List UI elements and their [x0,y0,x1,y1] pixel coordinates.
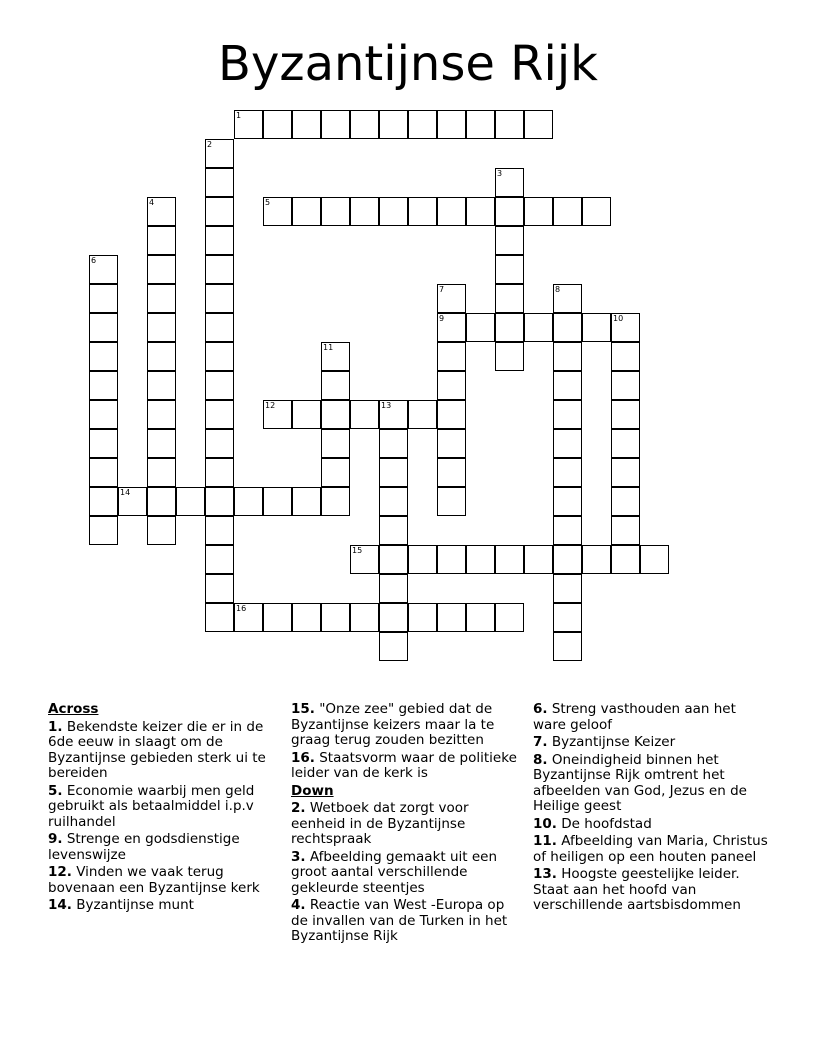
clue-number: 15 [352,546,363,555]
grid-cell[interactable] [495,110,524,139]
grid-cell[interactable] [553,342,582,371]
grid-cell[interactable] [611,545,640,574]
grid-cell[interactable] [292,197,321,226]
clue-across-16: 16. Staatsvorm waar de politieke leider van de kerk is [291,749,517,781]
grid-cell[interactable] [118,487,147,516]
clue-down-8: 8. Oneindigheid binnen het Byzantijnse Rijk omtrent het afbeelden van God, Jezus en de Heilige geest [533,751,747,814]
grid-cell[interactable] [553,371,582,400]
grid-cell[interactable] [466,313,495,342]
down-heading: Down [291,782,334,799]
grid-cell[interactable] [466,197,495,226]
grid-cell[interactable] [379,545,408,574]
grid-cell[interactable] [553,313,582,342]
grid-cell[interactable] [350,545,379,574]
grid-cell[interactable] [147,197,176,226]
page-title: Byzantijnse Rijk [218,36,598,92]
grid-cell[interactable] [89,458,118,487]
clue-down-2: 2. Wetboek dat zorgt voor eenheid in de Byzantijnse rechtspraak [291,800,469,847]
grid-cell[interactable] [640,545,669,574]
grid-cell[interactable] [437,371,466,400]
grid-cell[interactable] [321,458,350,487]
grid-cell[interactable] [350,603,379,632]
grid-cell[interactable] [437,429,466,458]
grid-cell[interactable] [379,110,408,139]
grid-cell[interactable] [524,545,553,574]
grid-cell[interactable] [611,400,640,429]
grid-cell[interactable] [437,313,466,342]
grid-cell[interactable] [379,458,408,487]
grid-cell[interactable] [205,545,234,574]
grid-cell[interactable] [205,342,234,371]
grid-cell[interactable] [234,110,263,139]
grid-cell[interactable] [524,313,553,342]
grid-cell[interactable] [205,603,234,632]
grid-cell[interactable] [205,400,234,429]
grid-cell[interactable] [379,487,408,516]
grid-cell[interactable] [582,313,611,342]
clue-number: 14 [120,488,131,497]
grid-cell[interactable] [408,545,437,574]
grid-cell[interactable] [89,429,118,458]
clue-down-7: 7. Byzantijnse Keizer [533,734,676,750]
clue-number: 13 [381,401,392,410]
grid-cell[interactable] [553,487,582,516]
grid-cell[interactable] [611,342,640,371]
grid-cell[interactable] [437,342,466,371]
grid-cell[interactable] [321,400,350,429]
grid-cell[interactable] [611,429,640,458]
grid-cell[interactable] [611,371,640,400]
grid-cell[interactable] [89,313,118,342]
grid-cell[interactable] [553,516,582,545]
grid-cell[interactable] [89,516,118,545]
grid-cell[interactable] [611,516,640,545]
grid-cell[interactable] [408,110,437,139]
clue-down-11: 11. Afbeelding van Maria, Christus of heiligen op een houten paneel [533,833,768,865]
grid-cell[interactable] [379,574,408,603]
grid-cell[interactable] [147,516,176,545]
grid-cell[interactable] [147,487,176,516]
clue-across-14: 14. Byzantijnse munt [48,897,194,913]
grid-cell[interactable] [553,284,582,313]
grid-cell[interactable] [350,400,379,429]
clue-number: 8 [555,285,561,294]
grid-cell[interactable] [321,371,350,400]
grid-cell[interactable] [524,197,553,226]
grid-cell[interactable] [553,545,582,574]
grid-cell[interactable] [147,342,176,371]
grid-cell[interactable] [611,458,640,487]
clue-number: 4 [149,198,155,207]
grid-cell[interactable] [205,255,234,284]
grid-cell[interactable] [495,545,524,574]
clue-number: 10 [613,314,624,323]
grid-cell[interactable] [437,197,466,226]
clue-number: 6 [91,256,97,265]
grid-cell[interactable] [205,574,234,603]
grid-cell[interactable] [321,603,350,632]
grid-cell[interactable] [147,284,176,313]
grid-cell[interactable] [466,110,495,139]
grid-cell[interactable] [379,429,408,458]
grid-cell[interactable] [408,603,437,632]
grid-cell[interactable] [408,400,437,429]
clue-down-13: 13. Hoogste geestelijke leider. Staat aan het hoofd van verschillende aartsbisdommen [533,866,741,913]
clue-across-15: 15. "Onze zee" gebied dat de Byzantijnse keizers maar la te graag terug zouden bezitten [291,701,495,748]
grid-cell[interactable] [205,429,234,458]
grid-cell[interactable] [292,110,321,139]
clue-number: 16 [236,604,247,613]
grid-cell[interactable] [321,487,350,516]
across-heading: Across [48,701,99,717]
grid-cell[interactable] [437,400,466,429]
grid-cell[interactable] [379,632,408,661]
clue-number: 11 [323,343,334,352]
grid-cell[interactable] [437,487,466,516]
grid-cell[interactable] [292,603,321,632]
clue-number: 5 [265,198,271,207]
grid-cell[interactable] [321,197,350,226]
clue-number: 12 [265,401,276,410]
clue-number: 9 [439,314,445,323]
grid-cell[interactable] [553,603,582,632]
grid-cell[interactable] [205,371,234,400]
clue-number: 3 [497,169,503,178]
grid-cell[interactable] [553,429,582,458]
grid-cell[interactable] [379,603,408,632]
grid-cell[interactable] [234,487,263,516]
grid-cell[interactable] [147,226,176,255]
clue-down-4: 4. Reactie van West -Europa op de invallen van de Turken in het Byzantijnse Rijk [291,897,508,944]
grid-cell[interactable] [350,197,379,226]
grid-cell[interactable] [379,197,408,226]
grid-cell[interactable] [321,429,350,458]
grid-cell[interactable] [292,487,321,516]
grid-cell[interactable] [147,255,176,284]
clue-across-9: 9. Strenge en godsdienstige levenswijze [48,831,240,863]
grid-cell[interactable] [89,371,118,400]
clue-number: 1 [236,111,242,120]
grid-cell[interactable] [89,342,118,371]
clue-across-5: 5. Economie waarbij men geld gebruikt als betaalmiddel i.p.v ruilhandel [48,782,255,830]
grid-cell[interactable] [205,284,234,313]
grid-cell[interactable] [379,516,408,545]
grid-cell[interactable] [234,603,263,632]
grid-cell[interactable] [205,458,234,487]
grid-cell[interactable] [292,400,321,429]
grid-cell[interactable] [263,197,292,226]
grid-cell[interactable] [437,545,466,574]
grid-cell[interactable] [147,458,176,487]
clues-column-1 [48,702,276,916]
grid-cell[interactable] [582,197,611,226]
clue-down-10: 10. De hoofdstad [533,815,652,832]
grid-cell[interactable] [147,400,176,429]
grid-cell[interactable] [582,545,611,574]
grid-cell[interactable] [553,400,582,429]
grid-cell[interactable] [321,110,350,139]
grid-cell[interactable] [495,168,524,197]
grid-cell[interactable] [147,313,176,342]
grid-cell[interactable] [89,284,118,313]
grid-cell[interactable] [263,487,292,516]
grid-cell[interactable] [379,400,408,429]
grid-cell[interactable] [147,371,176,400]
grid-cell[interactable] [205,313,234,342]
clues-column-2 [291,702,521,947]
clue-down-6: 6. Streng vasthouden aan het ware geloof [533,701,736,733]
grid-cell[interactable] [408,197,437,226]
clue-number: 2 [207,140,213,149]
grid-cell[interactable] [437,458,466,487]
grid-cell[interactable] [437,284,466,313]
grid-cell[interactable] [263,110,292,139]
grid-cell[interactable] [611,487,640,516]
grid-cell[interactable] [263,400,292,429]
grid-cell[interactable] [553,574,582,603]
grid-cell[interactable] [89,487,118,516]
grid-cell[interactable] [495,342,524,371]
grid-cell[interactable] [205,197,234,226]
grid-cell[interactable] [205,168,234,197]
clue-across-12: 12. Vinden we vaak terug bovenaan een Byzantijnse kerk [48,864,260,896]
clue-down-3: 3. Afbeelding gemaakt uit een groot aantal verschillende gekleurde steentjes [291,848,498,896]
grid-cell[interactable] [89,255,118,284]
clue-across-1: 1. Bekendste keizer die er in de 6de eeuw in slaagt om de Byzantijnse gebieden sterk ui te bereiden [48,718,266,781]
clue-number: 7 [439,285,445,294]
grid-cell[interactable] [205,139,234,168]
grid-cell[interactable] [495,603,524,632]
grid-cell[interactable] [495,313,524,342]
grid-cell[interactable] [205,226,234,255]
grid-cell[interactable] [205,516,234,545]
grid-cell[interactable] [495,226,524,255]
grid-cell[interactable] [466,545,495,574]
grid-cell[interactable] [147,429,176,458]
grid-cell[interactable] [437,603,466,632]
grid-cell[interactable] [263,603,292,632]
grid-cell[interactable] [553,197,582,226]
grid-cell[interactable] [495,284,524,313]
grid-cell[interactable] [350,110,379,139]
grid-cell[interactable] [553,458,582,487]
grid-cell[interactable] [466,603,495,632]
grid-cell[interactable] [495,255,524,284]
grid-cell[interactable] [553,632,582,661]
grid-cell[interactable] [524,110,553,139]
grid-cell[interactable] [176,487,205,516]
grid-cell[interactable] [205,487,234,516]
grid-cell[interactable] [437,110,466,139]
grid-cell[interactable] [89,400,118,429]
clues-column-3 [533,702,771,916]
grid-cell[interactable] [611,313,640,342]
grid-cell[interactable] [495,197,524,226]
grid-cell[interactable] [321,342,350,371]
